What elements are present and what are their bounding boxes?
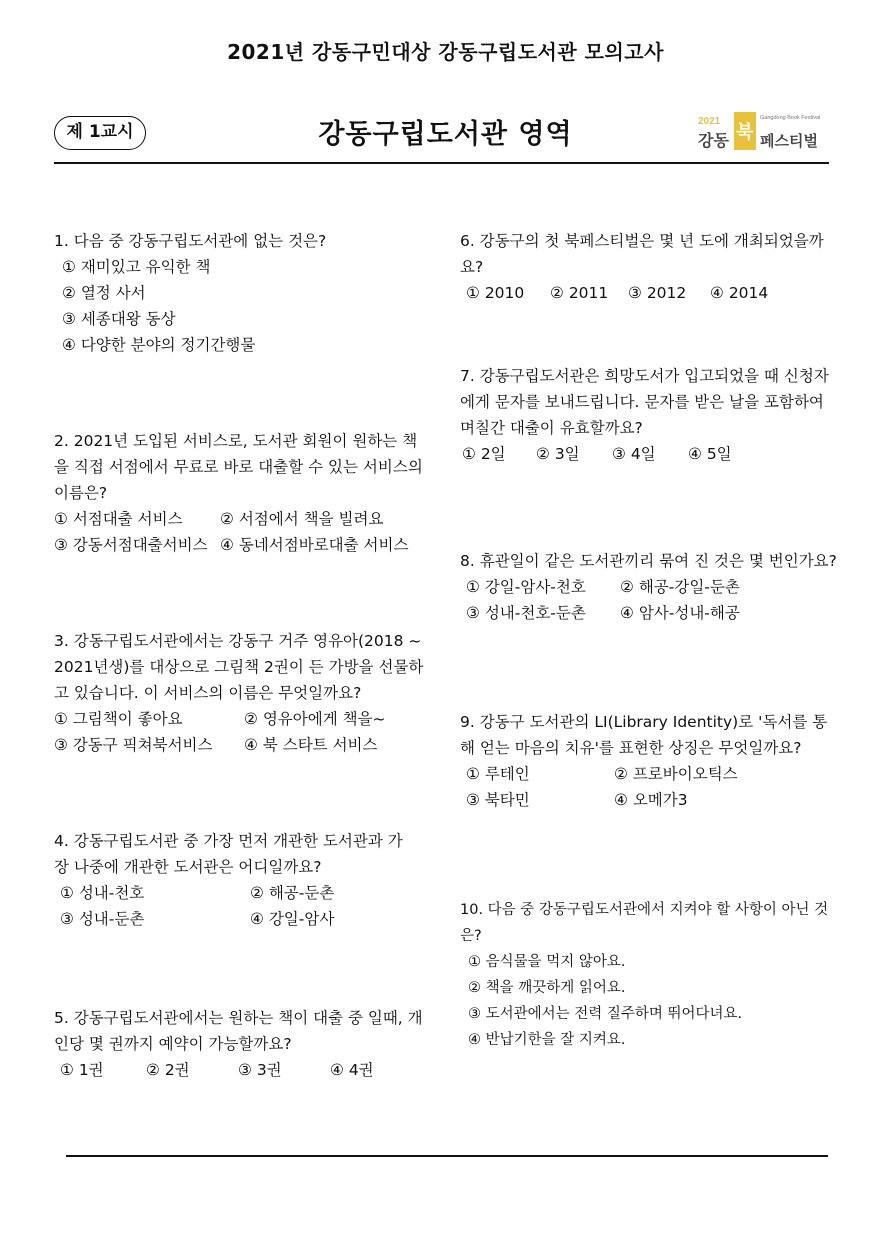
question-9-option-1: ① 루테인 bbox=[466, 765, 530, 783]
question-6-option-4: ④ 2014 bbox=[710, 284, 769, 302]
question-7 bbox=[460, 363, 838, 467]
question-3-option-3: ③ 강동구 픽쳐북서비스 bbox=[54, 736, 213, 754]
logo-year: 2021 bbox=[698, 116, 721, 127]
question-6-option-3: ③ 2012 bbox=[628, 284, 687, 302]
logo-left: 강동 bbox=[698, 131, 729, 150]
question-2-option-4: ④ 동네서점바로대출 서비스 bbox=[220, 536, 409, 554]
question-1-option-3: ③ 세종대왕 동상 bbox=[62, 310, 176, 328]
question-4-option-4: ④ 강일-암사 bbox=[250, 910, 335, 928]
question-4-text: 4. 강동구립도서관 중 가장 먼저 개관한 도서관과 가장 나중에 개관한 도서관은 어디일까요? bbox=[54, 832, 403, 876]
question-3-option-2: ② 영유아에게 책을~ bbox=[244, 710, 386, 728]
question-10-text: 10. 다음 중 강동구립도서관에서 지켜야 할 사항이 아닌 것은? bbox=[460, 902, 829, 944]
question-10-option-3: ③ 도서관에서는 전력 질주하며 뛰어다녀요. bbox=[468, 1006, 743, 1022]
question-6-option-1: ① 2010 bbox=[466, 284, 525, 302]
question-7-text: 7. 강동구립도서관은 희망도서가 입고되었을 때 신청자에게 문자를 보내드립니다. 문자를 받은 날을 포함하여 며칠간 대출이 유효할까요? bbox=[460, 367, 829, 437]
question-10-option-4: ④ 반납기한을 잘 지켜요. bbox=[468, 1032, 626, 1048]
question-8-text: 8. 휴관일이 같은 도서관끼리 묶여 진 것은 몇 번인가요? bbox=[460, 552, 837, 570]
question-1-option-4: ④ 다양한 분야의 정기간행물 bbox=[62, 336, 256, 354]
question-6-option-2: ② 2011 bbox=[550, 284, 609, 302]
question-9-text: 9. 강동구 도서관의 LI(Library Identity)로 '독서를 통해 얻는 마음의 치유'를 표현한 상징은 무엇일까요? bbox=[460, 713, 828, 757]
question-9-option-2: ② 프로바이오틱스 bbox=[614, 765, 738, 783]
question-2-option-1: ① 서점대출 서비스 bbox=[54, 510, 183, 528]
question-1 bbox=[54, 228, 434, 358]
question-9 bbox=[460, 709, 838, 813]
question-1-option-1: ① 재미있고 유익한 책 bbox=[62, 258, 211, 276]
question-4-option-3: ③ 성내-둔촌 bbox=[60, 910, 145, 928]
question-7-option-3: ③ 4일 bbox=[612, 445, 656, 463]
question-10-option-2: ② 책을 깨끗하게 읽어요. bbox=[468, 980, 626, 996]
question-5-option-4: ④ 4권 bbox=[330, 1061, 374, 1079]
book-festival-logo bbox=[696, 108, 824, 154]
section-title: 강동구립도서관 영역 bbox=[318, 119, 573, 150]
question-3-text: 3. 강동구립도서관에서는 강동구 거주 영유아(2018 ~ 2021년생)를 대상으로 그림책 2권이 든 가방을 선물하고 있습니다. 이 서비스의 이름은 무엇일까요? bbox=[54, 632, 424, 702]
question-9-option-3: ③ 북타민 bbox=[466, 791, 530, 809]
question-2-option-2: ② 서점에서 책을 빌려요 bbox=[220, 510, 384, 528]
question-5-text: 5. 강동구립도서관에서는 원하는 책이 대출 중 일때, 개인당 몇 권까지 예약이 가능할까요? bbox=[54, 1009, 423, 1053]
exam-title: 2021년 강동구민대상 강동구립도서관 모의고사 bbox=[227, 40, 664, 64]
question-8-option-2: ② 해공-강일-둔촌 bbox=[620, 578, 740, 596]
question-8 bbox=[460, 548, 838, 626]
question-4-option-1: ① 성내-천호 bbox=[60, 884, 145, 902]
question-1-option-2: ② 열정 사서 bbox=[62, 284, 146, 302]
question-2-text: 2. 2021년 도입된 서비스로, 도서관 회원이 원하는 책을 직접 서점에서 무료로 바로 대출할 수 있는 서비스의 이름은? bbox=[54, 432, 423, 502]
question-3-option-1: ① 그림책이 좋아요 bbox=[54, 710, 183, 728]
question-3 bbox=[54, 628, 426, 758]
logo-right: 페스티벌 bbox=[760, 132, 818, 150]
question-3-option-4: ④ 북 스타트 서비스 bbox=[244, 736, 378, 754]
question-8-option-3: ③ 성내-천호-둔촌 bbox=[466, 604, 586, 622]
question-10 bbox=[460, 897, 838, 1053]
question-7-option-2: ② 3일 bbox=[536, 445, 580, 463]
logo-book: 북 bbox=[736, 122, 754, 143]
question-5-option-3: ③ 3권 bbox=[238, 1061, 282, 1079]
question-7-option-4: ④ 5일 bbox=[688, 445, 732, 463]
header-divider bbox=[54, 162, 829, 164]
question-5-option-2: ② 2권 bbox=[146, 1061, 190, 1079]
question-7-option-1: ① 2일 bbox=[462, 445, 506, 463]
question-6 bbox=[460, 228, 838, 306]
book-festival-logo-graphic bbox=[696, 108, 824, 154]
question-2 bbox=[54, 428, 424, 558]
question-4 bbox=[54, 828, 404, 932]
question-9-option-4: ④ 오메가3 bbox=[614, 791, 688, 809]
question-8-option-1: ① 강일-암사-천호 bbox=[466, 578, 586, 596]
question-6-text: 6. 강동구의 첫 북페스티벌은 몇 년 도에 개최되었을까요? bbox=[460, 232, 824, 276]
question-5-option-1: ① 1권 bbox=[60, 1061, 104, 1079]
question-10-option-1: ① 음식물을 먹지 않아요. bbox=[468, 954, 626, 970]
session-badge: 제 1교시 bbox=[54, 116, 146, 150]
logo-sub: Gangdong Book Festival bbox=[760, 115, 821, 121]
question-1-text: 1. 다음 중 강동구립도서관에 없는 것은? bbox=[54, 232, 327, 250]
footer-divider bbox=[66, 1155, 828, 1157]
question-8-option-4: ④ 암사-성내-해공 bbox=[620, 604, 740, 622]
question-4-option-2: ② 해공-둔촌 bbox=[250, 884, 335, 902]
question-2-option-3: ③ 강동서점대출서비스 bbox=[54, 536, 208, 554]
question-5 bbox=[54, 1005, 426, 1083]
